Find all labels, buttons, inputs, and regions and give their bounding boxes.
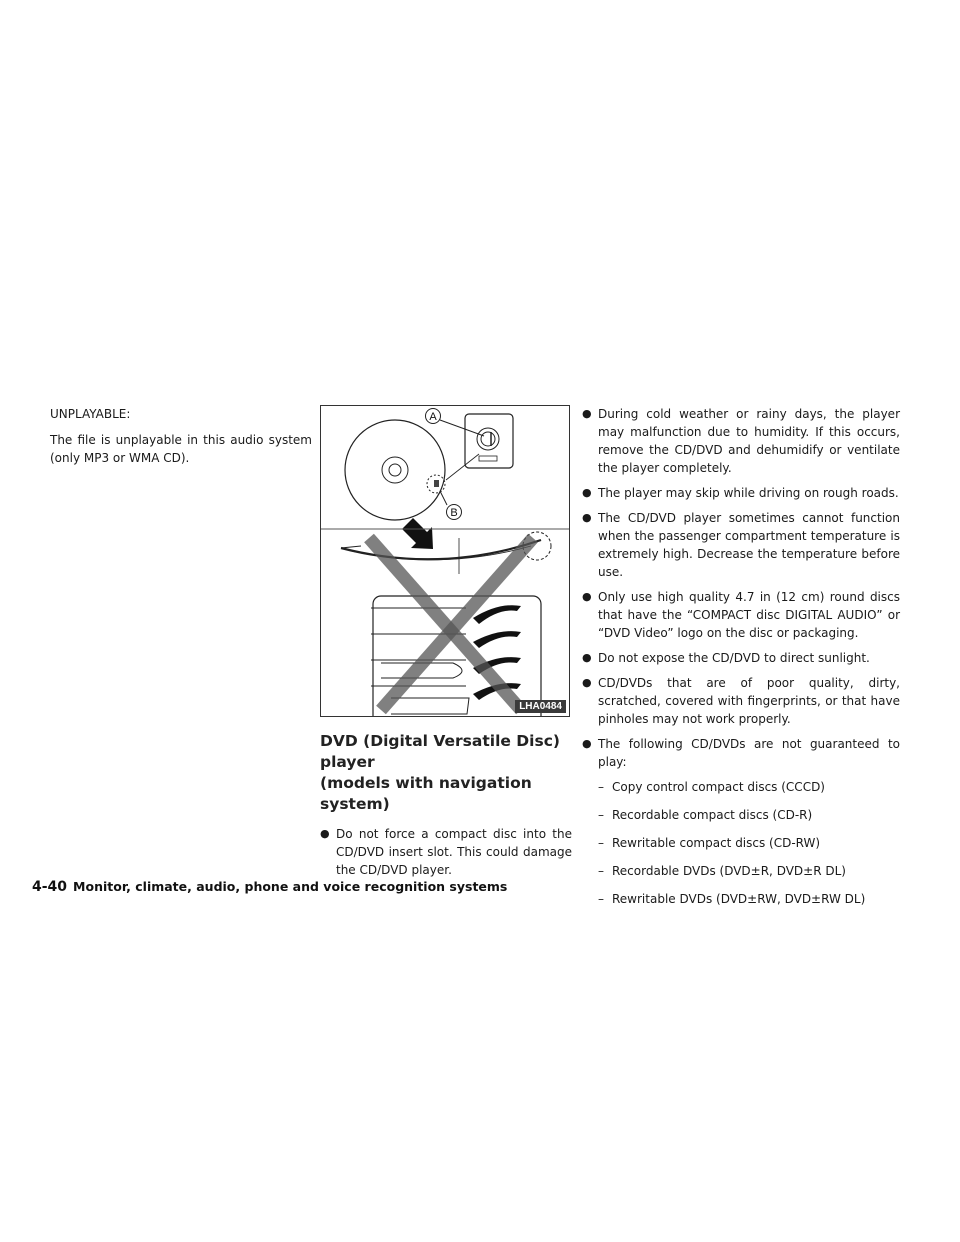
- bullet-icon: ●: [582, 511, 592, 524]
- dash-icon: –: [598, 836, 604, 850]
- small-logo: [434, 480, 439, 487]
- unplayable-label: UNPLAYABLE:: [50, 407, 131, 421]
- bullet-icon: ●: [582, 486, 592, 499]
- dash-icon: –: [598, 808, 604, 822]
- unsupported-disc-list: [582, 778, 900, 908]
- list-item: ● During cold weather or rainy days, the player may malfunction due to humidity. If this occurs, remove the CD/DVD and dehumidify or ventilate the player completely.: [582, 407, 900, 475]
- bullet-icon: ●: [582, 676, 592, 689]
- list-item: – Recordable compact discs (CD-R): [598, 808, 813, 822]
- callout-b-label: B: [450, 507, 458, 519]
- list-item: – Rewritable DVDs (DVD±RW, DVD±RW DL): [598, 892, 866, 906]
- list-item: – Copy control compact discs (CCCD): [598, 780, 825, 794]
- logo-inset: [465, 414, 513, 468]
- list-item: – Rewritable compact discs (CD-RW): [598, 836, 821, 850]
- list-item: ● Do not force a compact disc into the CD/DVD insert slot. This could damage the CD/DVD player.: [320, 827, 572, 877]
- dash-icon: –: [598, 892, 604, 906]
- list-item: ● Only use high quality 4.7 in (12 cm) round discs that have the “COMPACT disc DIGITAL AUDIO” or “DVD Video” logo on the disc or packaging.: [582, 590, 900, 640]
- chapter-title: Monitor, climate, audio, phone and voice recognition systems: [73, 879, 508, 894]
- list-item: – Recordable DVDs (DVD±R, DVD±R DL): [598, 864, 846, 878]
- bullet-icon: ●: [582, 407, 592, 420]
- page-footer: [32, 879, 507, 895]
- figure-id: LHA0484: [515, 700, 566, 713]
- unplayable-body: The file is unplayable in this audio system (only MP3 or WMA CD).: [50, 433, 312, 465]
- disc-illustration: [321, 406, 569, 716]
- callout-b-leader: [440, 491, 447, 505]
- list-item: ● Do not expose the CD/DVD to direct sunlight.: [582, 651, 870, 665]
- section-heading: DVD (Digital Versatile Disc) player (models with navigation system): [320, 732, 560, 813]
- bullet-icon: ●: [582, 737, 592, 750]
- bullet-icon: ●: [582, 651, 592, 664]
- left-column: [50, 405, 312, 467]
- insert-arrow-icon: [402, 518, 433, 549]
- list-item: ● The player may skip while driving on rough roads.: [582, 486, 899, 500]
- list-item: ● The CD/DVD player sometimes cannot function when the passenger compartment temperature is extremely high. Decrease the temperature before use.: [582, 511, 900, 579]
- page-number: 4-40: [32, 879, 68, 895]
- disc-insertion-figure: [320, 405, 570, 717]
- bullet-icon: ●: [582, 590, 592, 603]
- callout-a-label: A: [429, 411, 437, 423]
- bullet-icon: ●: [320, 827, 330, 840]
- disc-icon: [345, 420, 445, 520]
- list-item: ● The following CD/DVDs are not guaranteed to play:: [582, 737, 900, 769]
- middle-column: [320, 405, 572, 886]
- dash-icon: –: [598, 864, 604, 878]
- list-item: ● CD/DVDs that are of poor quality, dirty, scratched, covered with fingerprints, or that have pinholes may not work properly.: [582, 676, 900, 726]
- dash-icon: –: [598, 780, 604, 794]
- right-column: [582, 405, 900, 918]
